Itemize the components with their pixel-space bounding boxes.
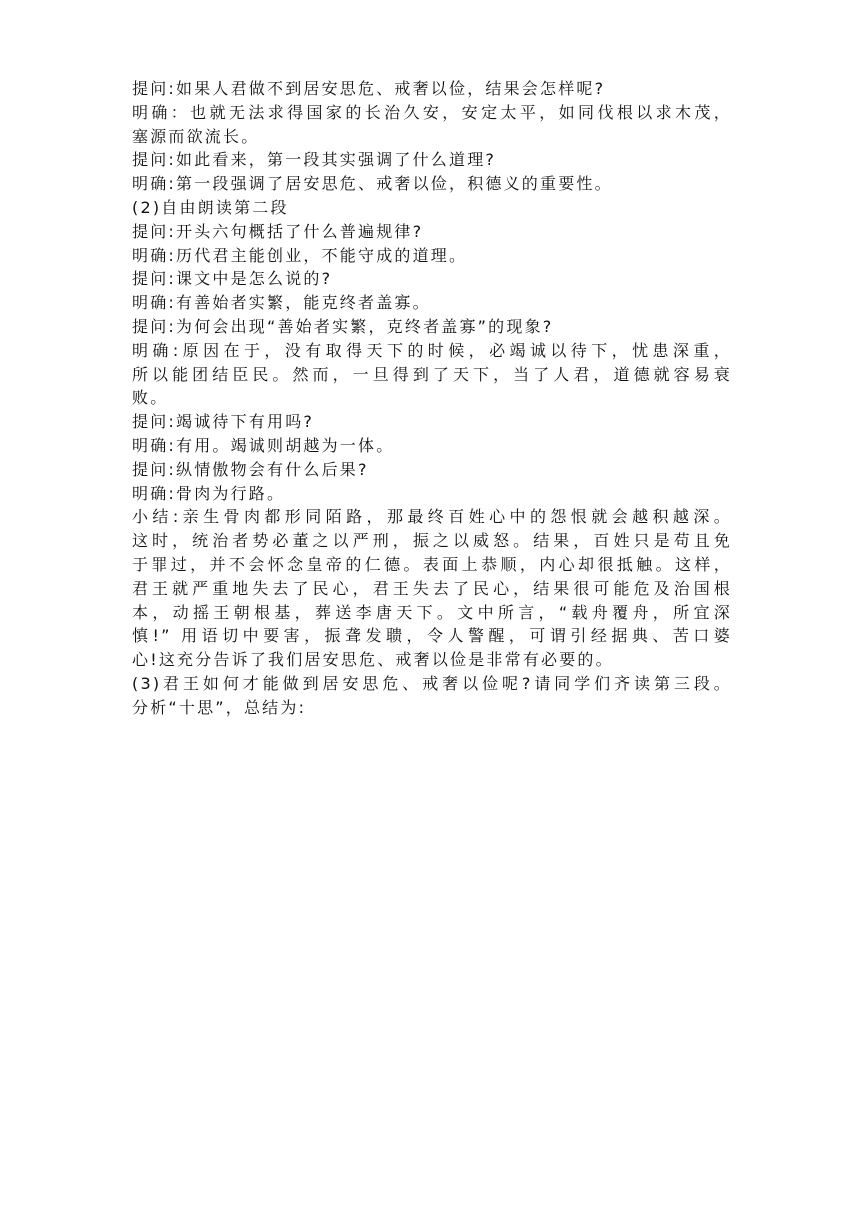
answer-line-continued: 败。 <box>132 388 169 408</box>
answer-line: 明确:骨肉为行路。 <box>132 483 286 503</box>
summary-line-continued: 君王就严重地失去了民心，君王失去了民心，结果很可能危及治国根 <box>132 578 732 598</box>
section-heading: (3)君王如何才能做到居安思危、戒奢以俭呢?请同学们齐读第三段。 <box>132 673 732 693</box>
question-line: 提问:开头六句概括了什么普遍规律? <box>132 221 424 241</box>
answer-line: 明确:有用。竭诚则胡越为一体。 <box>132 435 395 455</box>
answer-line: 明确:第一段强调了居安思危、戒奢以俭，积德义的重要性。 <box>132 174 613 194</box>
question-line: 提问:竭诚待下有用吗? <box>132 412 315 432</box>
answer-line: 明确：也就无法求得国家的长治久安，安定太平，如同伐根以求木茂， <box>132 102 732 122</box>
question-line: 提问:纵情傲物会有什么后果? <box>132 459 369 479</box>
summary-line-continued: 本，动摇王朝根基，葬送李唐天下。文中所言，“载舟覆舟，所宜深 <box>132 602 732 622</box>
summary-line: 小结:亲生骨肉都形同陌路，那最终百姓心中的怨恨就会越积越深。 <box>132 507 732 527</box>
question-line: 提问:如果人君做不到居安思危、戒奢以俭，结果会怎样呢? <box>132 79 606 98</box>
document-body <box>132 77 732 720</box>
answer-line: 明确:有善始者实繁，能克终者盖寡。 <box>132 293 431 313</box>
answer-line: 明确:历代君主能创业，不能守成的道理。 <box>132 245 468 265</box>
summary-line-continued: 于罪过，并不会怀念皇帝的仁德。表面上恭顺，内心却很抵触。这样， <box>132 554 732 574</box>
summary-line-continued: 慎!” 用语切中要害，振聋发聩，令人警醒，可谓引经据典、苦口婆 <box>132 626 732 646</box>
answer-line: 明确:原因在于，没有取得天下的时候，必竭诚以待下，忧患深重， <box>132 340 732 360</box>
section-heading: (2)自由朗读第二段 <box>132 197 289 217</box>
answer-line-continued: 所以能团结臣民。然而，一旦得到了天下，当了人君，道德就容易衰 <box>132 364 732 384</box>
question-line: 提问:课文中是怎么说的? <box>132 269 333 289</box>
summary-line-continued: 这时，统治者势必董之以严刑，振之以威怒。结果，百姓只是苟且免 <box>132 531 732 551</box>
question-line: 提问:如此看来，第一段其实强调了什么道理? <box>132 150 497 170</box>
analysis-line: 分析“十思”，总结为: <box>132 697 307 717</box>
answer-line-continued: 塞源而欲流长。 <box>132 126 260 146</box>
summary-line-continued: 心!这充分告诉了我们居安思危、戒奢以俭是非常有必要的。 <box>132 650 614 670</box>
question-line: 提问:为何会出现“善始者实繁，克终者盖寡”的现象? <box>132 316 554 336</box>
